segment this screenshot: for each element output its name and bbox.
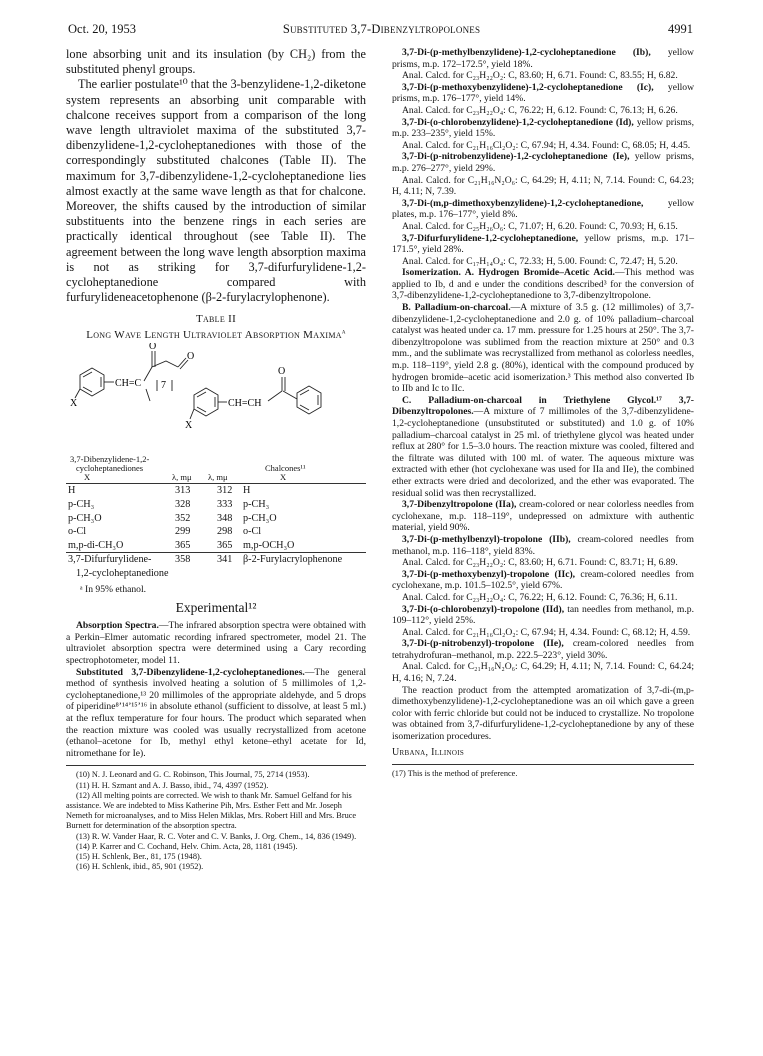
paragraph-continued: lone absorbing unit and its insulation (by CH₂) from the substituted phenyl groups. [66, 47, 366, 77]
footnote: (14) P. Karrer and C. Cochand, Helv. Chim. Acta, 28, 1181 (1945). [76, 841, 298, 851]
compound-paragraph: Anal. Calcd. for C₂₁H₁₆Cl₂O₂: C, 67.94; H, 4.34. Found: C, 68.12; H, 4.59. [402, 626, 691, 638]
footnote: (16) H. Schlenk, ibid., 85, 901 (1952). [76, 862, 204, 872]
right-column [392, 47, 694, 779]
intro-text [66, 47, 366, 305]
table-row: 1,2-cycloheptanedione [76, 568, 169, 580]
affiliation: Urbana, Illinois [392, 746, 465, 758]
benzene-ring-mid-icon [194, 388, 218, 416]
col-head-x2: X [280, 472, 287, 483]
left-column [66, 47, 366, 872]
ch-c-label-left: CH=C [115, 378, 142, 390]
col-head-x: X [84, 472, 91, 483]
header-title: Substituted 3,7-Dibenzyltropolones [282, 22, 481, 36]
compound-paragraph: 3,7-Di-(p-nitrobenzyl)-tropolone (IIe), cream-colored needles from tetrahydrofuran–methanol, m.p. 222.5–223°, yield 30%. [392, 638, 694, 661]
oxygen-label-3: O [278, 366, 286, 378]
footnote: (15) H. Schlenk, Ber., 81, 175 (1948). [76, 851, 202, 861]
structure-diagram [66, 343, 366, 455]
footnote-rule [66, 765, 366, 766]
footnotes [66, 770, 366, 872]
compound-paragraph: Anal. Calcd. for C₂₁H₁₆N₂O₆: C, 64.29; H, 4.11; N, 7.14. Found: C, 64.23; H, 4.11; N, 7.39. [392, 174, 694, 198]
paragraph-absorption: Absorption Spectra.—The infrared absorption spectra were obtained with a Perkin–Elmer automatic recording infrared spectrometer, model 21. The ultraviolet absorption spectra were determined using a Cary recording spectrophotometer, model 11. [66, 620, 366, 666]
compound-paragraph: 3,7-Di-(m,p-dimethoxybenzylidene)-1,2-cycloheptanedione, yellow plates, m.p. 176–177°, yield 8%. [392, 197, 694, 221]
substituent-x-mid: X [185, 420, 193, 432]
compound-paragraph: 3,7-Dibenzyltropolone (IIa), cream-colored or near colorless needles from cyclohexane, m.p. 118–119°, undepressed on admixture with authentic material, yield 90%. [392, 499, 694, 534]
table-row: p-CH₃O 352 348 p-CH₃O [68, 512, 277, 524]
compound-paragraph: 3,7-Di-(p-methylbenzylidene)-1,2-cycloheptanedione (Ib), yellow prisms, m.p. 172–172.5°, yield 18%. [392, 47, 694, 70]
paragraph-postulate: The earlier postulate¹⁰ that the 3-benzylidene-1,2-diketone system represents an absorbing unit comparable with chalcone receives support from a comparison of the long wave length ultraviolet maxima of the substituted 3,7-dibenzylidene-1,2-cycloheptanediones with those of the correspondingly substituted chalcones (Table II). The maximum for 3,7-dibenzylidene-1,2-cycloheptanedione lies almost exactly at the same wave length as that for chalcone. Moreover, the shifts caused by the introduction of similar substituents into the benzene rings in each series are practically identical throughout (see Table II). The agreement between the long wave length absorption maxima is not as striking for 3,7-difurfurylidene-1,2-cycloheptanedione compared with furfurylideneacetophenone (β-2-furylacrylophenone). [66, 77, 366, 305]
col-head-left-1: 3,7-Dibenzylidene-1,2- [70, 454, 150, 465]
ch-ch-label: CH=CH [228, 398, 262, 410]
substituent-x-left: X [70, 398, 78, 410]
header-page-number: 4991 [668, 22, 693, 36]
table-ii [66, 483, 366, 580]
footnote-rule-right [392, 764, 694, 765]
table-row: o-Cl 299 298 o-Cl [68, 526, 262, 538]
bond-x-left [75, 389, 80, 398]
compound-paragraph: Anal. Calcd. for C₂₃H₂₂O₄: C, 76.22; H, 6.12. Found: C, 76.13; H, 6.26. [402, 104, 678, 116]
cycloheptane-ring-icon [144, 351, 188, 401]
table-footnote: ᵃ In 95% ethanol. [80, 583, 147, 595]
col-head-left-2: cycloheptanediones [76, 463, 144, 474]
oxygen-label-1: O [149, 343, 157, 353]
compound-paragraph: Anal. Calcd. for C₁₇H₁₄O₄: C, 72.33; H, 5.00. Found: C, 72.47; H, 5.20. [402, 255, 678, 267]
experimental-text [66, 620, 366, 759]
col-head-chalcones: Chalcones¹¹ [265, 463, 306, 474]
oxygen-label-2: O [187, 351, 195, 363]
footnote: (10) N. J. Leonard and G. C. Robinson, This Journal, 75, 2714 (1953). [76, 770, 310, 780]
table-title: Long Wave Length Ultraviolet Absorption Maxima$^a$ [86, 327, 346, 342]
compound-paragraph: 3,7-Di-(o-chlorobenzylidene)-1,2-cycloheptanedione (Id), yellow prisms, m.p. 233–235°, yield 15%. [392, 116, 694, 140]
table-row: 3,7-Difurfurylidene- 358 341 β-2-Furylacrylophenone [66, 553, 366, 567]
compound-paragraph: Anal. Calcd. for C₂₅H₂₆O₆: C, 71.07; H, 6.20. Found: C, 70.93; H, 6.15. [402, 220, 678, 232]
compound-paragraph: B. Palladium-on-charcoal.—A mixture of 3.5 g. (12 millimoles) of 3,7-dibenzylidene-1,2-cycloheptanedione and 2.0 g. of 10% palladium–charcoal catalyst was heated under ca. 17 mm. pressure for 1.25 hours at 250°. The 3,7-dibenzyltropolone was sublimed from the reaction mixture at 250° and 0.3 mm., and the sublimate was recrystallized from methanol as colorless needles, m.p. 118–119°, yield 2.8 g. (80%), identical with the compound produced by hydrogen bromide–acetic acid isomerization.³ This method also converted Ib to IIb and Ic to IIc. [392, 302, 694, 395]
compound-paragraph: Anal. Calcd. for C₂₁H₁₆Cl₂O₂: C, 67.94; H, 4.34. Found: C, 68.05; H, 4.45. [402, 139, 691, 151]
footnote: (13) R. W. Vander Haar, R. C. Voter and C. V. Banks, J. Org. Chem., 14, 836 (1949). [76, 831, 357, 841]
table-label: Table II [195, 313, 237, 326]
running-header [0, 22, 763, 38]
section-title-experimental: Experimental¹² [175, 600, 257, 616]
table-column-headers [66, 455, 366, 483]
compound-paragraph: Anal. Calcd. for C₂₁H₁₆N₂O₆: C, 64.29; H, 4.11; N, 7.14. Found: C, 64.24; H, 4.16; N, 7.24. [392, 661, 694, 685]
table-row: H 313 312 H [66, 484, 366, 498]
compound-paragraph: The reaction product from the attempted aromatization of 3,7-di-(m,p-dimethoxybenzylidene)-1,2-cycloheptanedione was an oil which gave a green color with ferric chloride but could not be induced to crystallize. No tropolone was obtained from 3,7-difurfurylidene-1,2-cycloheptanedione by any of these isomerization procedures. [392, 684, 694, 743]
footnote-17: (17) This is the method of preference. [392, 768, 518, 778]
col-head-lambda-2: λ, mμ [208, 472, 228, 483]
compound-paragraph: 3,7-Di-(p-methoxybenzyl)-tropolone (IIc), cream-colored needles from cyclohexane, m.p. 101.5–102.5°, yield 67%. [392, 568, 694, 592]
benzene-ring-left-icon [80, 368, 104, 396]
paragraph-synthesis: Substituted 3,7-Dibenzylidene-1,2-cycloheptanediones.—The general method of synthesis involved heating a solution of 5 millimoles of 1,2-cycloheptanedione,¹³ 20 millimoles of the appropriate aldehyde, and 5 drops of piperidine⁸ʼ¹⁴ʼ¹⁵ʼ¹⁶ in absolute ethanol (sufficient to dissolve, at least 5 ml.) at the reflux temperature for four hours. The product which separated when the reaction mixture was cooled was usually recrystallized from acetone (ethanol–acetone for Ib, methyl ethyl ketone–ethyl acetate for Id, nitromethane for Ie). [66, 666, 366, 759]
compound-descriptions [392, 47, 694, 743]
compound-paragraph: 3,7-Di-(p-nitrobenzylidene)-1,2-cycloheptanedione (Ie), yellow prisms, m.p. 276–277°, yield 29%. [392, 151, 694, 174]
footnote: (12) All melting points are corrected. We wish to thank Mr. Samuel Gelfand for his assistance. We are indebted to Miss Katherine Pih, Mrs. Esther Fett and Mr. Joseph Nemeth for microanalyses, and to Miss Helen Miklas, Mrs. Robert Hill and Mrs. Bruce Burnett for determination of the absorption spectra. [66, 790, 357, 831]
table-row: m,p-di-CH₃O 365 365 m,p-OCH₃O [68, 539, 295, 551]
structure-svg [66, 343, 366, 455]
col-head-lambda-1: λ, mμ [172, 472, 192, 483]
compound-paragraph: 3,7-Di-(o-chlorobenzyl)-tropolone (IId), tan needles from methanol, m.p. 109–112°, yield 25%. [392, 603, 694, 627]
compound-paragraph: 3,7-Di-(p-methylbenzyl)-tropolone (IIb), cream-colored needles from methanol, m.p. 116–118°, yield 83%. [392, 533, 694, 557]
bond-x-mid [190, 409, 194, 419]
compound-paragraph: C. Palladium-on-charcoal in Triethylene Glycol.¹⁷ 3,7-Dibenzyltropolones.—A mixture of 7 millimoles of the 3,7-dibenzylidene-1,2-cycloheptanedione (unsubstituted or substituted) and 1.0 g. of 10% palladium–charcoal catalyst in 25 ml. of triethylene glycol was heated under reflux at 280° for 1.5–3.0 hours. The reaction mixture was cooled, filtered and the filtrate was diluted with 100 ml. of water. The aqueous mixture was extracted with ether (hot cyclohexane was used for IIa and IIe), the combined ether extracts were dried and decolorized, and the ether was evaporated. The residual solid was then recrystallized. [392, 394, 694, 499]
benzene-ring-right-icon [297, 386, 321, 414]
table-body [66, 484, 366, 581]
compound-paragraph: Anal. Calcd. for C₂₃H₂₂O₂: C, 83.60; H, 6.71. Found: C, 83.71; H, 6.89. [402, 557, 678, 569]
ring-size-label: 7 [161, 380, 166, 392]
compound-paragraph: Isomerization. A. Hydrogen Bromide–Acetic Acid.—This method was applied to Ib, d and e under the conditions described³ for the conversion of 3,7-dibenzylidene-1,2-cycloheptanedione to 3,7-dibenzyltropolone. [392, 267, 694, 302]
compound-paragraph: 3,7-Di-(p-methoxybenzylidene)-1,2-cycloheptanedione (Ic), yellow prisms, m.p. 176–177°, yield 14%. [392, 81, 695, 105]
table-row: p-CH₃ 328 333 p-CH₃ [68, 499, 270, 511]
header-date: Oct. 20, 1953 [68, 22, 137, 36]
compound-paragraph: Anal. Calcd. for C₂₃H₂₂O₄: C, 76.22; H, 6.12. Found: C, 76.36; H, 6.11. [402, 591, 678, 603]
compound-paragraph: 3,7-Difurfurylidene-1,2-cycloheptanedione, yellow prisms, m.p. 171–171.5°, yield 28%. [392, 232, 694, 256]
compound-paragraph: Anal. Calcd. for C₂₃H₂₂O₂: C, 83.60; H, 6.71. Found: C, 83.55; H, 6.82. [402, 70, 678, 82]
footnote: (11) H. H. Szmant and A. J. Basso, ibid., 74, 4397 (1952). [76, 780, 269, 790]
carbonyl-icon [268, 377, 297, 401]
